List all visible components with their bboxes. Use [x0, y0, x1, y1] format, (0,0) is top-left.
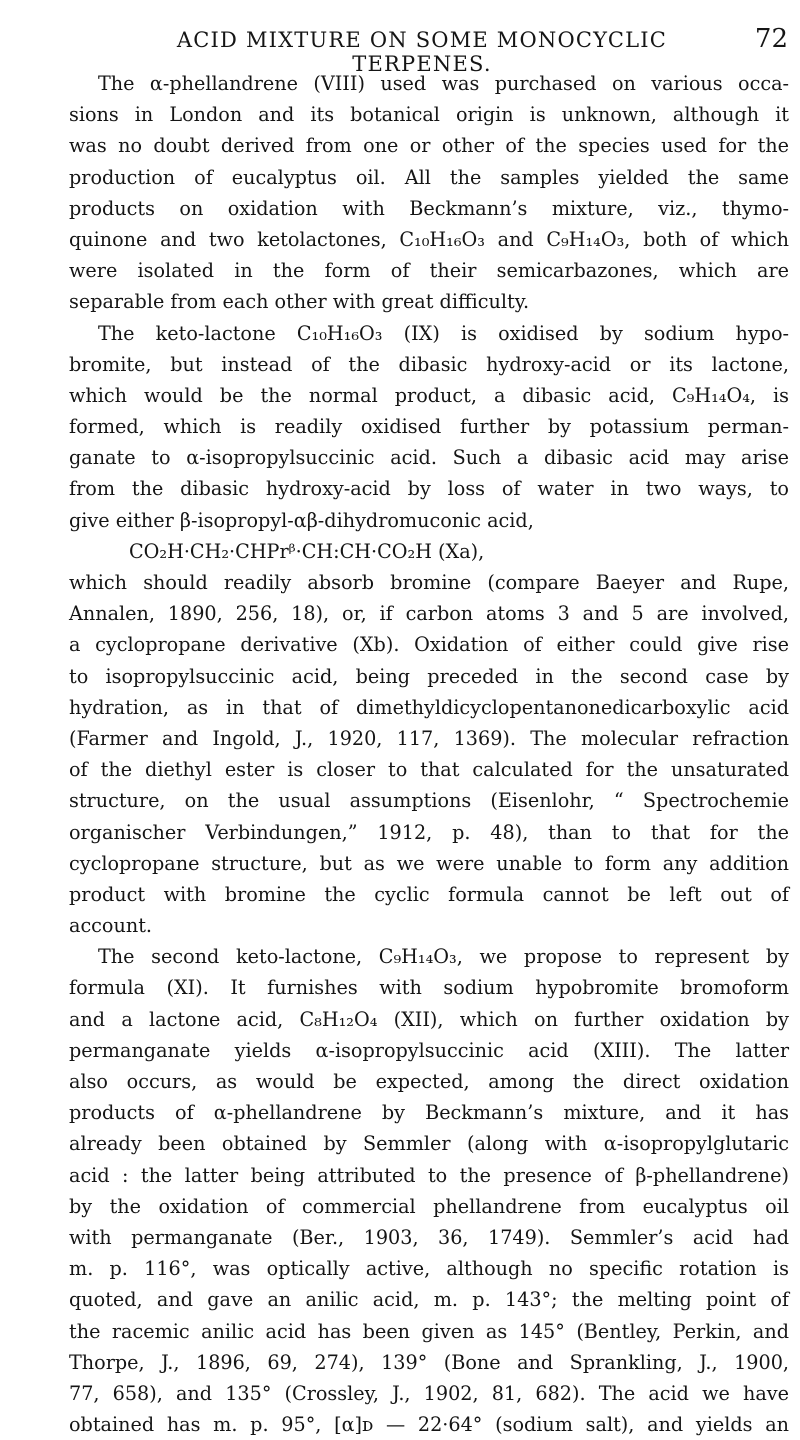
text-line: product with bromine the cyclic formula cannot be left out of [69, 882, 789, 906]
text-line: (Farmer and Ingold, J., 1920, 117, 1369). The molecular refraction [69, 726, 789, 750]
text-line: ganate to α-isopropylsuccinic acid. Such a dibasic acid may arise [69, 446, 789, 470]
text-line: structure, on the usual assumptions (Eisenlohr, “ Spectrochemie [69, 789, 789, 813]
text-line: a cyclopropane derivative (Xb). Oxidation of either could give rise [69, 633, 789, 657]
text-line: give either β-isopropyl-αβ-dihydromuconic acid, [69, 508, 534, 532]
text-line: which would be the normal product, a dibasic acid, C₉H₁₄O₄, is [69, 383, 789, 407]
text-line: to isopropylsuccinic acid, being preceded in the second case by [69, 664, 789, 688]
text-line: The α-phellandrene (VIII) used was purchased on various occa- [98, 72, 789, 95]
body-text [69, 68, 789, 1440]
text-line: which should readily absorb bromine (compare Baeyer and Rupe, [69, 571, 789, 594]
text-line: by the oxidation of commercial phellandrene from eucalyptus oil [69, 1194, 789, 1218]
text-line: were isolated in the form of their semicarbazones, which are [69, 259, 789, 283]
text-line: Annalen, 1890, 256, 18), or, if carbon atoms 3 and 5 are involved, [69, 602, 789, 626]
text-line: was no doubt derived from one or other of the species used for the [69, 134, 789, 158]
text-line: also occurs, as would be expected, among the direct oxidation [69, 1070, 789, 1093]
text-line: quinone and two ketolactones, C₁₀H₁₆O₃ and C₉H₁₄O₃, both of which [69, 227, 789, 251]
text-line: Thorpe, J., 1896, 69, 274), 139° (Bone and Sprankling, J., 1900, [69, 1350, 789, 1374]
text-line: of the diethyl ester is closer to that calculated for the unsaturated [69, 758, 789, 782]
text-line: products of α-phellandrene by Beckmann’s mixture, and it has [69, 1101, 789, 1125]
page-number: 72 [754, 24, 788, 54]
text-line: 77, 658), and 135° (Crossley, J., 1902, 81, 682). The acid we have [69, 1381, 789, 1405]
text-line: quoted, and gave an anilic acid, m. p. 143°; the melting point of [69, 1288, 789, 1312]
text-line: organischer Verbindungen,” 1912, p. 48), than to that for the [69, 820, 789, 844]
text-line: products on oxidation with Beckmann’s mixture, viz., thymo- [69, 196, 789, 220]
text-line: separable from each other with great difficulty. [69, 290, 530, 314]
text-line: hydration, as in that of dimethyldicyclopentanonedicarboxylic acid [69, 695, 789, 719]
text-line: account. [69, 914, 153, 938]
text-line: and a lactone acid, C₈H₁₂O₄ (XII), which on further oxidation by [69, 1007, 789, 1031]
formula-line: CO₂H·CH₂·CHPrᵝ·CH:CH·CO₂H (Xa), [129, 539, 485, 563]
text-line: m. p. 116°, was optically active, although no specific rotation is [69, 1257, 789, 1281]
page-header [108, 24, 796, 76]
text-line: from the dibasic hydroxy-acid by loss of water in two ways, to [69, 477, 789, 501]
text-line: bromite, but instead of the dibasic hydroxy-acid or its lactone, [69, 352, 789, 376]
text-line: acid : the latter being attributed to the presence of β-phellandrene) [69, 1163, 789, 1187]
text-line: obtained has m. p. 95°, [α]ᴅ — 22·64° (sodium salt), and yields an [69, 1413, 789, 1437]
text-line: permanganate yields α-isopropylsuccinic acid (XIII). The latter [69, 1038, 789, 1062]
text-line: production of eucalyptus oil. All the samples yielded the same [69, 165, 789, 189]
text-line: formed, which is readily oxidised further by potassium perman- [69, 415, 789, 439]
text-line: formula (XI). It furnishes with sodium hypobromite bromoform [69, 976, 789, 1000]
text-line: The second keto-lactone, C₉H₁₄O₃, we propose to represent by [98, 945, 789, 969]
running-head: ACID MIXTURE ON SOME MONOCYCLIC TERPENES. [176, 28, 668, 76]
text-line: The keto-lactone C₁₀H₁₆O₃ (IX) is oxidised by sodium hypo- [98, 321, 789, 345]
text-line: already been obtained by Semmler (along with α-isopropylglutaric [69, 1132, 789, 1156]
text-line: cyclopropane structure, but as we were unable to form any addition [69, 851, 789, 875]
text-line: with permanganate (Ber., 1903, 36, 1749). Semmler’s acid had [69, 1225, 789, 1249]
text-line: the racemic anilic acid has been given as 145° (Bentley, Perkin, and [69, 1319, 789, 1343]
text-line: sions in London and its botanical origin is unknown, although it [69, 103, 789, 127]
